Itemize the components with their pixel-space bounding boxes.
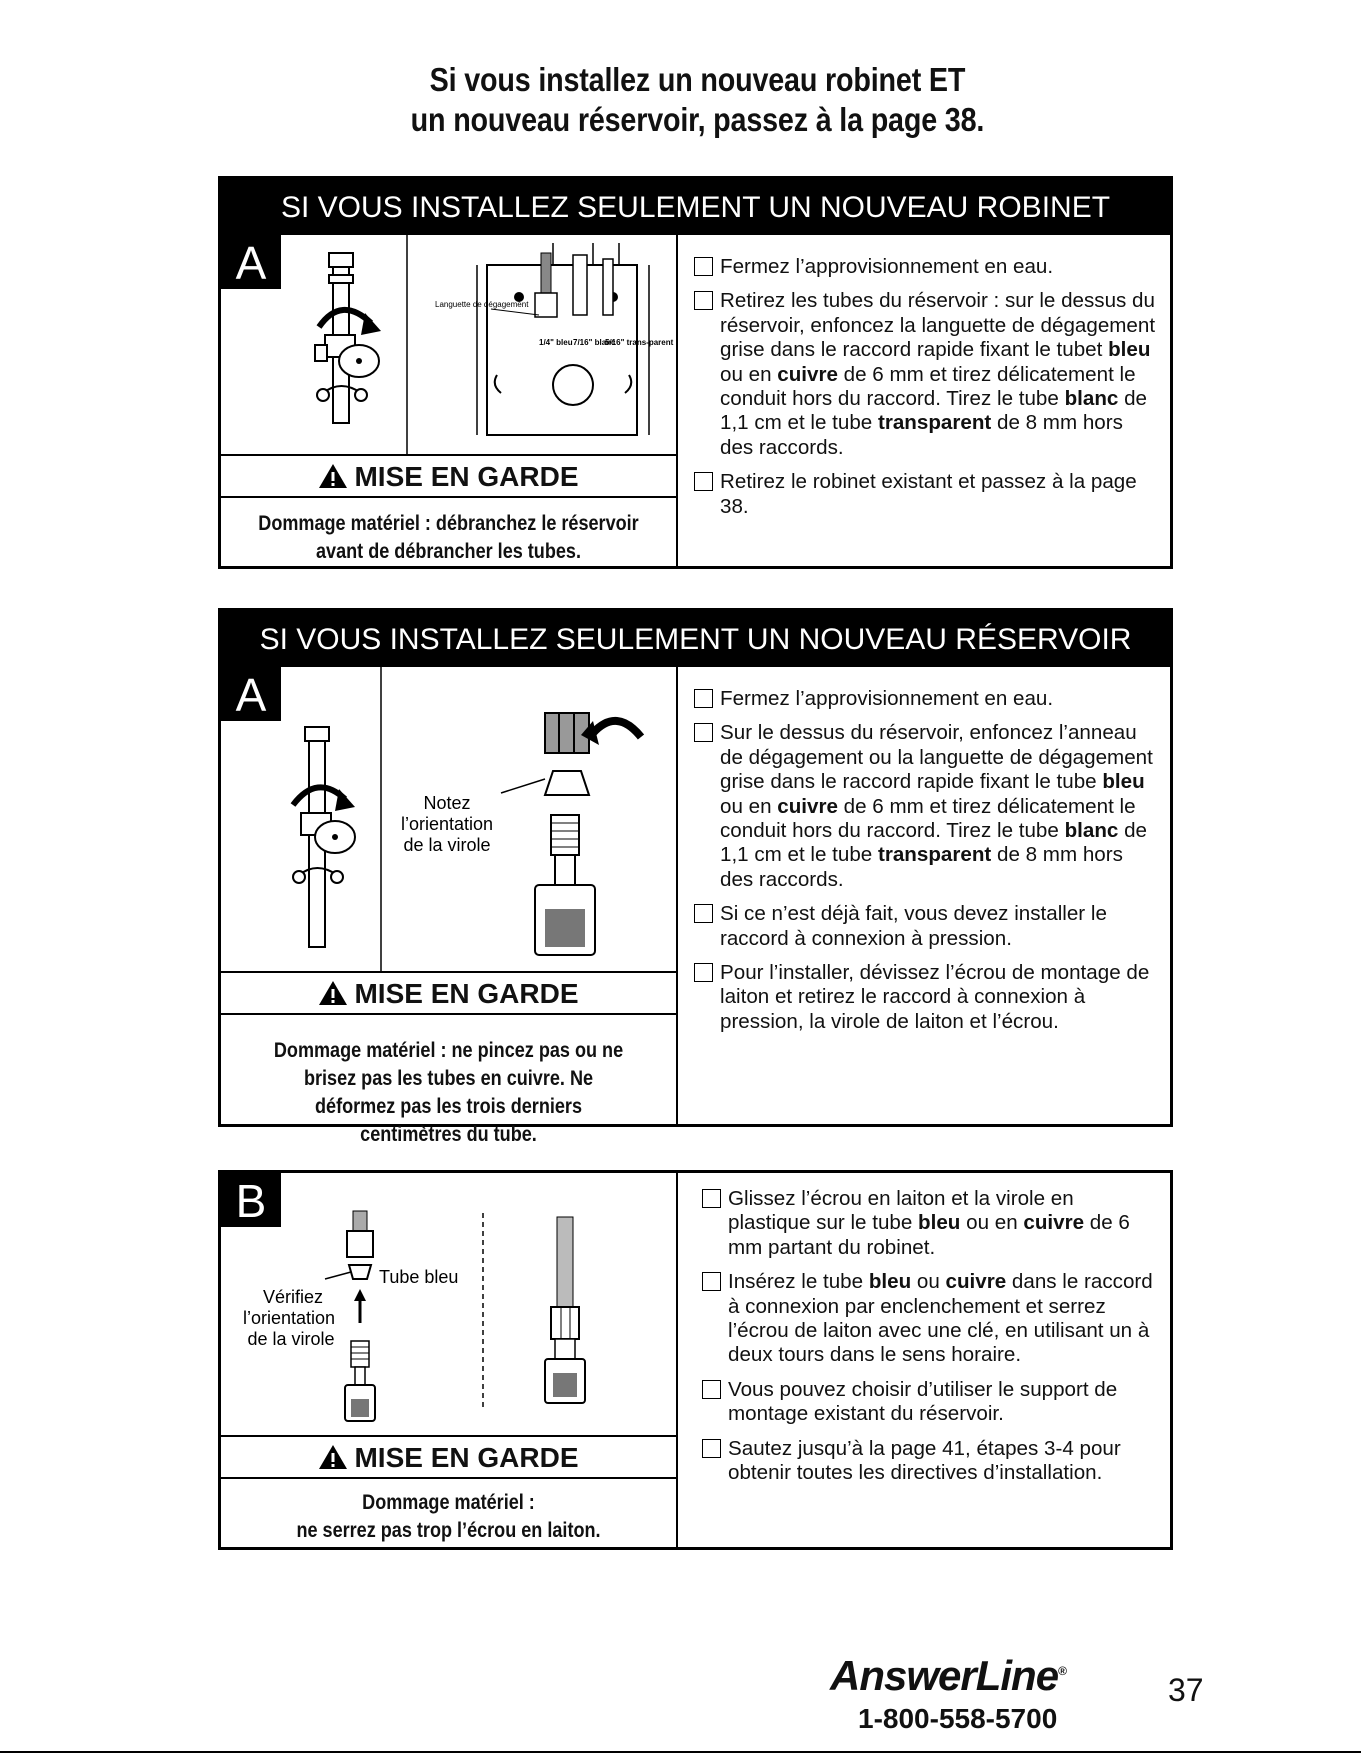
checklist-text: Vous pouvez choisir d’utiliser le support de montage existant du réservoir. <box>728 1377 1118 1426</box>
step-letter: A <box>221 235 281 289</box>
checklist-item <box>694 470 1156 519</box>
checkbox[interactable] <box>694 723 713 742</box>
verify-label-line-3: de la virole <box>247 1329 335 1349</box>
answerline-logo: AnswerLine® <box>830 1652 1066 1699</box>
checklist-text: Glissez l’écrou en laiton et la virole en plastique sur le tube bleu ou en cuivre de 6 mm partant du robinet. <box>728 1187 1130 1259</box>
section-title: SI VOUS INSTALLEZ SEULEMENT UN NOUVEAU ROBINET <box>221 179 1170 235</box>
warning-text: Dommage matériel : ne serrez pas trop l’écrou en laiton. <box>296 1491 601 1542</box>
checkbox[interactable] <box>694 257 713 276</box>
right-panel <box>678 667 1170 1124</box>
checklist-item <box>702 1187 1156 1260</box>
checklist-text: Retirez les tubes du réservoir : sur le dessus du réservoir, enfoncez la languette de dégagement grise dans le raccord rapide fixant le tubet bleu ou en cuivre de 6 mm et tirez délicatement le conduit hors du raccord. Tirez le tube blanc de 1,1 cm et le tube transparent de 8 mm hors des raccords. <box>720 289 1156 459</box>
checklist-item <box>694 721 1156 892</box>
tube-label-white: 7/16" blanc <box>573 338 616 347</box>
checklist-item <box>702 1270 1156 1368</box>
left-panel <box>221 235 678 566</box>
checklist <box>694 687 1156 1044</box>
right-panel <box>678 235 1170 566</box>
checklist-text: Pour l’installer, dévissez l’écrou de montage de laiton et retirez le raccord à connexion à pression, la virole de laiton et l’écrou. <box>720 961 1150 1033</box>
checklist-item <box>702 1378 1156 1427</box>
section-step-b <box>218 1170 1173 1550</box>
warning-triangle-icon <box>318 1444 348 1470</box>
ferrule-diagram <box>221 667 674 971</box>
page-heading <box>91 60 1305 140</box>
checkbox[interactable] <box>694 291 713 310</box>
warning-triangle-icon <box>318 980 348 1006</box>
warning-text: Dommage matériel : débranchez le réservoir avant de débrancher les tubes. <box>258 512 639 563</box>
checklist-text: Fermez l’approvisionnement en eau. <box>720 255 1054 278</box>
right-panel <box>678 1173 1170 1547</box>
bottom-rule <box>0 1751 1361 1753</box>
checklist-item <box>702 1437 1156 1486</box>
verify-label-line-2: l’orientation <box>242 1308 336 1328</box>
checklist-text: Fermez l’approvisionnement en eau. <box>720 687 1054 710</box>
ferrule-note-line-3: de la virole <box>403 835 491 855</box>
left-panel <box>221 667 678 1146</box>
checklist-item <box>694 687 1156 711</box>
section-title: SI VOUS INSTALLEZ SEULEMENT UN NOUVEAU RÉSERVOIR <box>221 611 1170 667</box>
checkbox[interactable] <box>702 1439 721 1458</box>
ferrule-note-line-1: Notez <box>423 793 471 813</box>
faucet-diagram <box>221 235 674 454</box>
ferrule-note-line-2: l’orientation <box>400 814 494 834</box>
section-faucet-only <box>218 176 1173 569</box>
checkbox[interactable] <box>702 1272 721 1291</box>
checkbox[interactable] <box>694 963 713 982</box>
heading-line-1: Si vous installez un nouveau robinet ET <box>429 61 966 98</box>
checklist-text: Si ce n’est déjà fait, vous devez installer le raccord à connexion à pression. <box>720 902 1107 950</box>
checklist-text: Insérez le tube bleu ou cuivre dans le raccord à connexion par enclenchement et serrez l’écrou de laiton avec une clé, en utilisant un à deux tours dans le sens horaire. <box>728 1270 1153 1367</box>
phone-number: 1-800-558-5700 <box>858 1703 1058 1734</box>
left-panel <box>221 1173 678 1547</box>
page-number: 37 <box>1168 1672 1204 1708</box>
warning-heading: MISE EN GARDE <box>221 971 676 1015</box>
warning-heading: MISE EN GARDE <box>221 1435 676 1479</box>
checkbox[interactable] <box>694 472 713 491</box>
section-tank-only <box>218 608 1173 1146</box>
checklist-item <box>694 289 1156 460</box>
verify-label-line-1: Vérifiez <box>262 1287 324 1307</box>
checkbox[interactable] <box>702 1380 721 1399</box>
release-tab-label: Languette de dégagement <box>435 300 529 309</box>
checklist-item <box>694 902 1156 951</box>
step-letter: B <box>221 1173 281 1227</box>
checkbox[interactable] <box>694 904 713 923</box>
warning-triangle-icon <box>318 463 348 489</box>
checklist-text: Retirez le robinet existant et passez à la page 38. <box>720 470 1137 518</box>
checklist <box>694 255 1156 529</box>
checkbox[interactable] <box>694 689 713 708</box>
checklist-text: Sautez jusqu’à la page 41, étapes 3-4 pour obtenir toutes les directives d’installation. <box>728 1436 1121 1485</box>
tube-label-clear: 5/16" trans-parent <box>605 338 674 347</box>
warning-heading: MISE EN GARDE <box>221 454 676 498</box>
tube-label-blue: 1/4" bleu <box>539 338 573 347</box>
blue-tube-label: Tube bleu <box>379 1267 459 1287</box>
tube-insertion-diagram <box>221 1173 674 1435</box>
checklist <box>702 1187 1156 1495</box>
checklist-item <box>694 961 1156 1034</box>
heading-line-2: un nouveau réservoir, passez à la page 38. <box>410 101 985 138</box>
warning-text: Dommage matériel : ne pincez pas ou ne brisez pas les tubes en cuivre. Ne déformez pas les trois derniers centimètres du tube. <box>273 1039 624 1146</box>
checklist-item <box>694 255 1156 279</box>
checkbox[interactable] <box>702 1189 721 1208</box>
step-letter: A <box>221 667 281 721</box>
checklist-text: Sur le dessus du réservoir, enfoncez l’anneau de dégagement ou la languette de dégagement grise dans le raccord rapide fixant le tube bleu ou en cuivre de 6 mm et tirez délicatement le conduit hors du raccord. Tirez le tube blanc de 1,1 cm et le tube transparent de 8 mm hors des raccords. <box>720 721 1153 891</box>
